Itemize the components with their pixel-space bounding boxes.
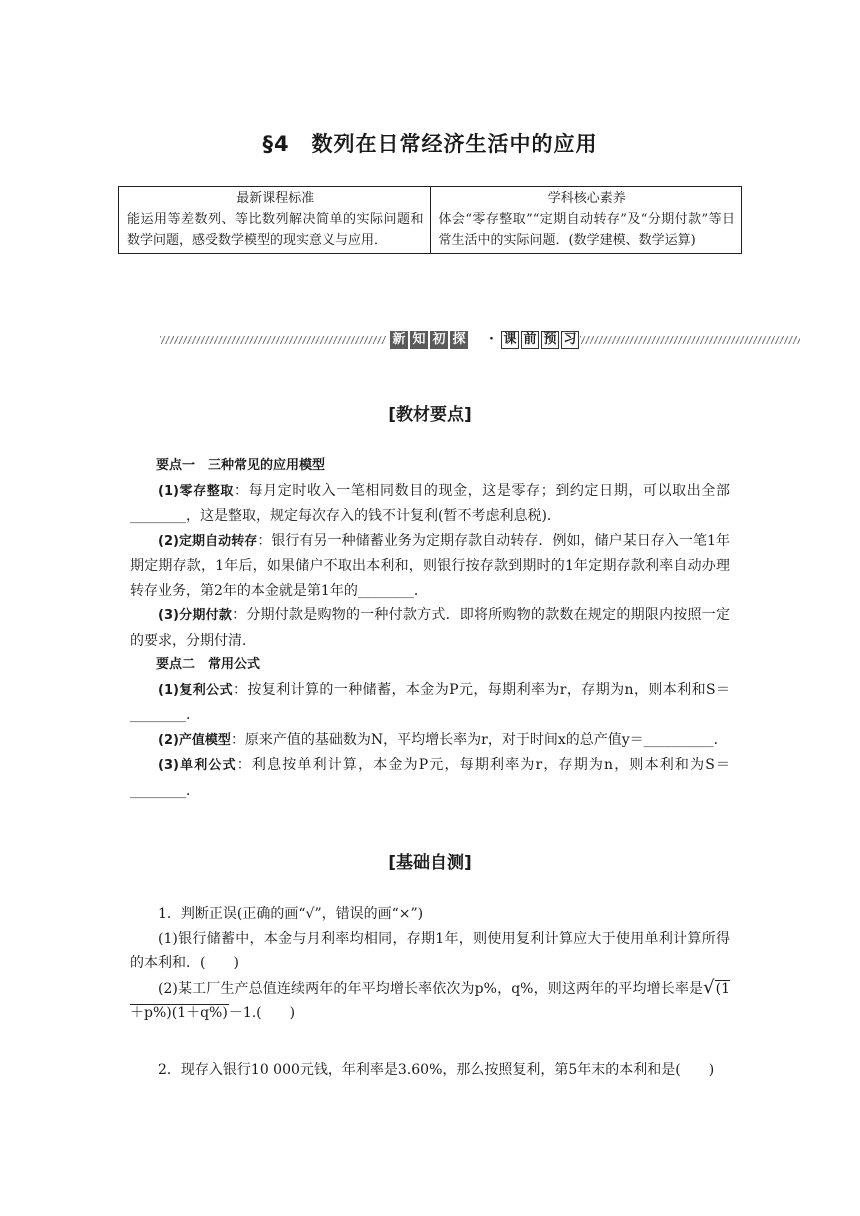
section-banner (160, 330, 800, 350)
banner-tag: 预 (541, 331, 559, 349)
banner-tag: 课 (501, 331, 519, 349)
banner-tag: 习 (561, 331, 579, 349)
core-literacy-cell (430, 187, 742, 254)
model-item-1 (130, 479, 730, 529)
section-title-key-points: [教材要点] (388, 405, 472, 425)
question-1-part-2 (130, 976, 730, 1026)
section-title-self-test: [基础自测] (388, 853, 472, 873)
item-label: (2)定期自动转存 (158, 533, 258, 549)
point1-heading: 要点一 三种常见的应用模型 (156, 458, 326, 473)
sqrt-icon: √ (703, 976, 715, 998)
core-literacy-header: 学科核心素养 (547, 191, 626, 206)
item-label: (2)产值模型 (158, 732, 231, 748)
formula-item-1 (130, 678, 730, 728)
banner-tag: 知 (410, 331, 428, 349)
question-text: (2)某工厂生产总值连续两年的年平均增长率依次为p%，q%，则这两年的平均增长率是 (158, 980, 704, 997)
banner-stripes-left (160, 336, 386, 344)
standards-table (118, 186, 742, 254)
question-tail: －1.( ) (228, 1005, 296, 1021)
question-1-intro: 1．判断正误(正确的画“√”，错误的画“×”) (158, 906, 424, 922)
banner-tag: 探 (450, 331, 468, 349)
page-title: §4 数列在日常经济生活中的应用 (262, 132, 598, 156)
banner-separator: · (489, 331, 494, 347)
question-1-part-1: (1)银行储蓄中，本金与月利率均相同，存期1年，则使用复利计算应大于使用单利计算所得的本利和．( ) (130, 930, 730, 971)
question-2-block (130, 1058, 730, 1083)
item-text: ：原来产值的基础数为N，平均增长率为r，对于时间x的总产值y＝__________． (230, 731, 728, 748)
curriculum-standard-header: 最新课程标准 (236, 191, 315, 206)
formula-item-3 (130, 753, 730, 803)
banner-tag-group-preview (501, 330, 581, 350)
curriculum-standard-cell (119, 187, 431, 254)
sqrt-expression: (1＋p%)(1＋q%) (130, 980, 730, 1021)
key-points-content (130, 454, 730, 803)
model-item-3 (130, 603, 730, 653)
item-text: ：按复利计算的一种储蓄，本金为P元，每期利率为r，存期为n，则本利和S＝________． (130, 681, 731, 723)
banner-tag: 前 (521, 331, 539, 349)
item-text: ：每月定时收入一笔相同数目的现金，这是零存；到约定日期，可以取出全部________，这是整取，规定每次存入的钱不计复利(暂不考虑利息税)． (130, 482, 730, 524)
banner-tag: 初 (430, 331, 448, 349)
item-label: (3)分期付款 (158, 608, 233, 623)
core-literacy-text: 体会“零存整取”“定期自动转存”及“分期付款”等日常生活中的实际问题．(数学建模、数学运算) (438, 212, 735, 248)
item-text: ：分期付款是购物的一种付款方式．即将所购物的款数在规定的期限内按照一定的要求，分期付清． (130, 607, 730, 649)
item-text: ：利息按单利计算，本金为P元，每期利率为r，存期为n，则本利和为S＝________． (130, 757, 730, 799)
item-label: (1)零存整取 (158, 483, 234, 499)
banner-tag-group-new-knowledge (390, 330, 470, 350)
banner-tag: 新 (390, 331, 408, 349)
model-item-2 (130, 529, 730, 604)
curriculum-standard-text: 能运用等差数列、等比数列解决简单的实际问题和数学问题，感受数学模型的现实意义与应用． (127, 212, 424, 248)
item-text: ：银行有另一种储蓄业务为定期存款自动转存．例如，储户某日存入一笔1年期定期存款，1年后，如果储户不取出本利和，则银行按存款到期时的1年定期存款利率自动办理转存业务，第2年的本金就是第1年的________． (130, 532, 730, 599)
self-test-content (130, 902, 730, 1026)
item-label: (1)复利公式 (158, 682, 233, 698)
formula-item-2 (130, 728, 730, 754)
banner-stripes-right (580, 336, 800, 344)
item-label: (3)单利公式 (158, 758, 237, 773)
question-2: 2．现存入银行10 000元钱，年利率是3.60%，那么按照复利，第5年末的本利和是( ) (158, 1062, 715, 1078)
point2-heading: 要点二 常用公式 (156, 657, 261, 672)
